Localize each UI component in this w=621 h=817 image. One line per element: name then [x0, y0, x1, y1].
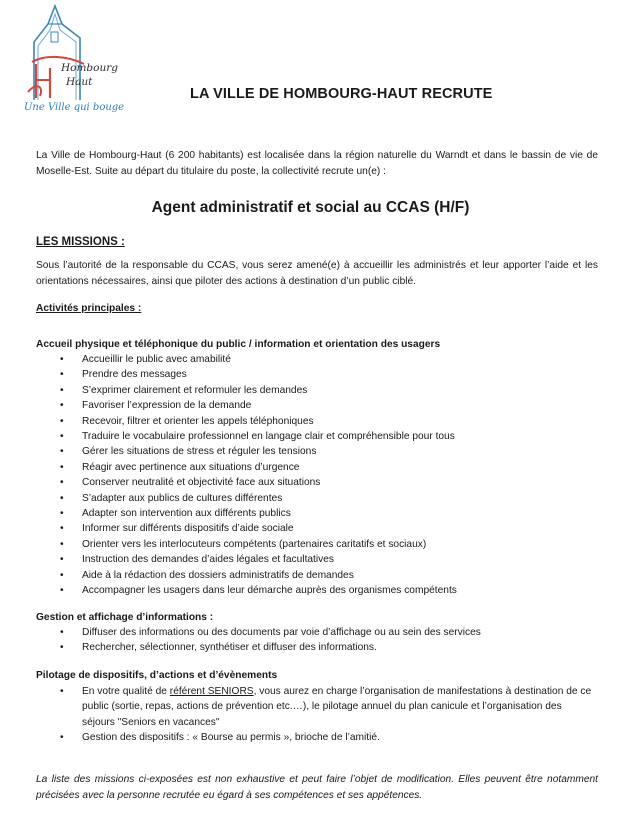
group-title-gestion: Gestion et affichage d’informations : [36, 612, 214, 623]
bullet-icon: • [60, 461, 64, 473]
city-logo [22, 2, 125, 120]
bullet-icon: • [60, 431, 64, 443]
bullet-icon: • [60, 492, 64, 504]
list-item: • Aide à la rédaction des dossiers administratifs de demandes [0, 568, 552, 583]
list-item: • Orienter vers les interlocuteurs compétents (partenaires caritatifs et sociaux) [0, 537, 552, 552]
list-item: • Conserver neutralité et objectivité face aux situations [0, 475, 552, 490]
logo-word-haut: Haut [66, 76, 93, 88]
referent-seniors-text: référent SENIORS [169, 686, 254, 697]
list-item: • Prendre des messages [0, 367, 552, 382]
job-title: Agent administratif et social au CCAS (H/F) [151, 199, 470, 216]
bullet-icon: • [60, 523, 64, 535]
bullet-icon: • [60, 732, 64, 744]
bullet-icon: • [60, 508, 64, 520]
bullet-icon: • [60, 538, 64, 550]
bullet-icon: • [60, 627, 64, 638]
bullet-icon: • [60, 400, 64, 412]
bullet-icon: • [60, 642, 64, 654]
list-item: • En votre qualité de référent SENIORS, vous aurez en charge l’organisation de manifestations à destination de ce public (sortie, repas, actions de prévention etc.…), le pilotage annuel du plan canicule et l’organisation des séjours "Seniors en vacances" [60, 686, 592, 728]
list-item: • Instruction des demandes d’aides légales et facultatives [0, 552, 552, 567]
list-item: • Informer sur différents dispositifs d’aide sociale [0, 521, 552, 536]
missions-paragraph: Sous l’autorité de la responsable du CCAS, vous serez amené(e) à accueillir les administrés et leur apporter l’aide et les orientations nécessaires, ainsi que piloter des actions à destination d’un public ciblé. [36, 260, 598, 287]
bullet-icon: • [60, 585, 64, 597]
activities-heading: Activités principales : [36, 303, 142, 314]
list-item: • Favoriser l’expression de la demande [0, 398, 552, 413]
list-item: • Gestion des dispositifs : « Bourse au permis », brioche de l’amitié. [0, 730, 596, 745]
list-item: • Traduire le vocabulaire professionnel en langage clair et compréhensible pour tous [0, 429, 552, 444]
accueil-list [0, 352, 552, 599]
gestion-list [0, 625, 552, 656]
group-title-pilotage: Pilotage de dispositifs, d’actions et d’évènements [36, 670, 278, 681]
list-item: • Rechercher, sélectionner, synthétiser et diffuser des informations. [0, 640, 552, 655]
pilotage-list [0, 684, 596, 746]
bullet-icon: • [60, 369, 64, 381]
list-item: • Gérer les situations de stress et réguler les tensions [0, 444, 552, 459]
bullet-icon: • [60, 477, 64, 489]
list-item: • Accompagner les usagers dans leur démarche auprès des organismes compétents [0, 583, 552, 598]
page-title: LA VILLE DE HOMBOURG-HAUT RECRUTE [190, 86, 493, 102]
list-item: • S’adapter aux publics de cultures différentes [0, 491, 552, 506]
closing-note: La liste des missions ci-exposées est non exhaustive et peut faire l’objet de modification. Elles peuvent être notamment précisées avec la personne recrutée eu égard à ses compétences et ses appétences. [36, 774, 598, 801]
bullet-icon: • [60, 415, 64, 427]
bullet-icon: • [60, 446, 64, 458]
list-item: • Recevoir, filtrer et orienter les appels téléphoniques [0, 414, 552, 429]
bullet-icon: • [60, 686, 64, 697]
bullet-icon: • [60, 354, 64, 365]
logo-word-hombourg: Hombourg [61, 62, 118, 74]
list-item: • S’exprimer clairement et reformuler les demandes [0, 383, 552, 398]
bullet-icon: • [60, 569, 64, 581]
bullet-icon: • [60, 554, 64, 566]
list-item: • Diffuser des informations ou des documents par voie d’affichage ou au sein des services [0, 625, 552, 640]
group-title-accueil: Accueil physique et téléphonique du public / information et orientation des usagers [36, 339, 441, 350]
list-item: • Accueillir le public avec amabilité [0, 352, 552, 367]
list-item: • Adapter son intervention aux différents publics [0, 506, 552, 521]
intro-paragraph: La Ville de Hombourg-Haut (6 200 habitants) est localisée dans la région naturelle du Warndt et dans le bassin de vie de Moselle-Est. Suite au départ du titulaire du poste, la collectivité recrute un(e) : [36, 150, 598, 177]
missions-heading: LES MISSIONS : [36, 236, 125, 248]
logo-tagline: Une Ville qui bouge [24, 102, 125, 113]
list-item: • Réagir avec pertinence aux situations d’urgence [0, 460, 552, 475]
bullet-icon: • [60, 384, 64, 396]
